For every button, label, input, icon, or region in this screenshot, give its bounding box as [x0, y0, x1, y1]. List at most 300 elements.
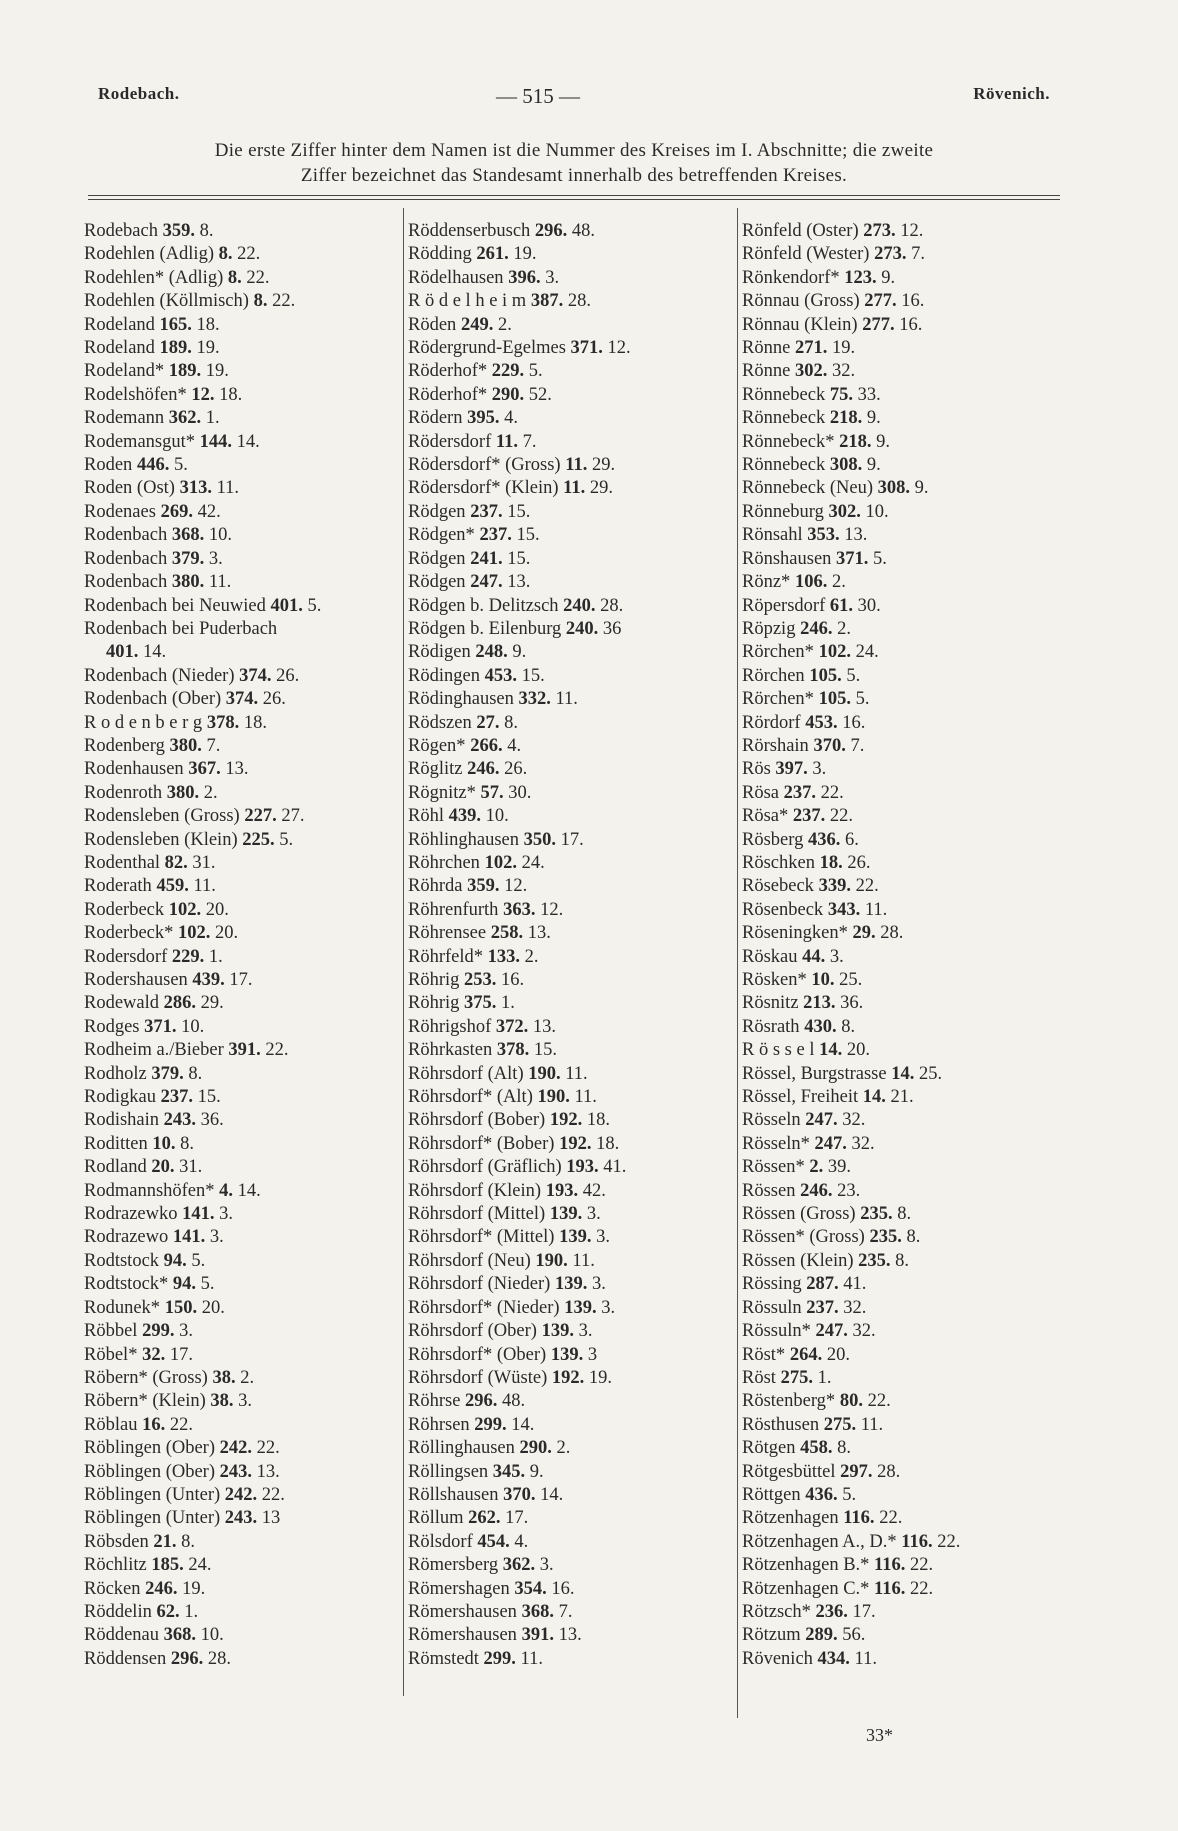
index-entry — [408, 1039, 734, 1062]
place-name: Rönnebeck — [742, 408, 826, 429]
index-entry — [84, 852, 404, 875]
standesamt-number: 6. — [844, 829, 859, 850]
index-entry — [742, 477, 1062, 500]
place-name: Röblingen (Ober) — [84, 1461, 216, 1482]
kreis-number: 287. — [806, 1274, 839, 1295]
index-entry — [408, 524, 734, 547]
index-entry — [84, 360, 404, 383]
standesamt-number: 25. — [839, 970, 863, 990]
standesamt-number: 15. — [516, 525, 540, 546]
kreis-number: 235. — [860, 1204, 893, 1225]
place-name: Rodheim a./Bieber — [84, 1040, 224, 1061]
place-name: Rössen* (Gross) — [742, 1227, 865, 1248]
standesamt-number: 28. — [880, 923, 904, 944]
standesamt-number: 10. — [865, 501, 889, 522]
index-entry — [408, 712, 734, 735]
index-entry — [84, 595, 404, 618]
place-name: Rönshausen — [742, 548, 832, 569]
place-name: Röhrsdorf* (Ober) — [408, 1344, 547, 1365]
place-name: Rörshain — [742, 735, 809, 756]
index-entry — [84, 1484, 404, 1507]
place-name: Rövenich — [742, 1648, 813, 1669]
kreis-number: 75. — [829, 384, 853, 405]
kreis-number: 249. — [460, 314, 494, 335]
standesamt-number: 1. — [817, 1367, 832, 1388]
standesamt-number: 13. — [527, 923, 551, 944]
kreis-number: 16. — [142, 1414, 166, 1435]
place-name: Röskau — [742, 946, 798, 967]
standesamt-number: 28. — [207, 1648, 231, 1669]
standesamt-number: 15. — [197, 1087, 221, 1108]
kreis-number: 246. — [467, 759, 500, 780]
standesamt-number: 22. — [855, 876, 879, 897]
kreis-number: 275. — [823, 1414, 857, 1435]
place-name: Rodebach — [84, 221, 158, 241]
index-entry — [84, 407, 404, 430]
place-name: Rodenaes — [84, 501, 156, 522]
standesamt-number: 32. — [852, 1321, 876, 1342]
place-name: Röhrfeld* — [408, 946, 484, 967]
kreis-number: 105. — [818, 689, 851, 710]
kreis-number: 247. — [815, 1321, 848, 1342]
standesamt-number: 2. — [240, 1367, 255, 1388]
index-entry — [84, 1624, 404, 1647]
index-entry — [742, 337, 1062, 360]
standesamt-number: 11. — [193, 876, 216, 897]
index-entry — [408, 548, 734, 571]
index-entry — [408, 1624, 734, 1647]
standesamt-number: 8. — [199, 221, 214, 241]
kreis-number: 235. — [869, 1227, 902, 1248]
place-name: Röhrchen — [408, 852, 480, 873]
index-entry — [742, 735, 1062, 758]
place-name: Röhrig — [408, 970, 460, 990]
standesamt-number: 9. — [914, 478, 929, 499]
kreis-number: 271. — [794, 338, 828, 359]
place-name: Röhrsdorf* (Alt) — [408, 1087, 533, 1108]
place-name: Römershausen — [408, 1625, 517, 1646]
place-name: Rodemann — [84, 408, 165, 429]
standesamt-number: 20. — [215, 923, 239, 944]
index-entry — [742, 1156, 1062, 1179]
kreis-number: 277. — [864, 291, 897, 312]
standesamt-number: 19. — [196, 338, 220, 359]
kreis-number: 242. — [224, 1484, 258, 1505]
kreis-number: 289. — [805, 1625, 838, 1646]
index-entry — [742, 1531, 1062, 1554]
index-entry — [84, 1133, 404, 1156]
index-entry — [742, 1320, 1062, 1343]
index-entry — [84, 1016, 404, 1039]
standesamt-number: 36. — [200, 1110, 224, 1131]
place-name: Rödgen b. Eilenburg — [408, 618, 562, 639]
index-entry — [84, 431, 404, 454]
place-name: Rösnitz — [742, 993, 799, 1014]
standesamt-number: 2. — [524, 946, 539, 967]
standesamt-number: 22. — [937, 1531, 961, 1552]
standesamt-number: 39. — [827, 1157, 851, 1178]
standesamt-number: 3. — [545, 267, 560, 288]
place-name: Röhrsdorf (Klein) — [408, 1180, 542, 1201]
index-column-2 — [408, 220, 734, 1671]
index-entry — [742, 782, 1062, 805]
kreis-number: 296. — [465, 1391, 498, 1412]
place-name: Rodtstock — [84, 1250, 160, 1271]
standesamt-number: 22. — [867, 1391, 891, 1412]
kreis-number: 190. — [535, 1250, 568, 1271]
index-entry — [84, 1063, 404, 1086]
kreis-number: 11. — [563, 478, 586, 499]
header-rule — [88, 195, 1060, 196]
place-name: Röhrsdorf (Nieder) — [408, 1274, 551, 1295]
index-entry — [84, 665, 404, 688]
standesamt-number: 29. — [589, 478, 614, 499]
kreis-number: 397. — [775, 759, 808, 780]
kreis-number: 332. — [518, 689, 551, 710]
place-name: Röhrsdorf (Ober) — [408, 1321, 537, 1342]
place-name: Rötzenhagen C.* — [742, 1578, 870, 1599]
place-name: Rodehlen (Köllmisch) — [84, 291, 249, 312]
standesamt-number: 9. — [512, 642, 527, 663]
standesamt-number: 18. — [586, 1110, 610, 1131]
index-entry — [742, 1624, 1062, 1647]
place-name: Rödersdorf* (Gross) — [408, 455, 561, 476]
place-name: Rodenhausen — [84, 759, 184, 780]
standesamt-number: 12. — [607, 338, 631, 359]
place-name: Rodenroth — [84, 782, 163, 803]
standesamt-number: 17. — [560, 829, 584, 850]
kreis-number: 165. — [159, 314, 192, 335]
kreis-number: 241. — [470, 548, 503, 569]
standesamt-number: 11. — [864, 899, 888, 920]
place-name: Rössel, Burgstrasse — [742, 1063, 887, 1084]
place-name: Röpzig — [742, 618, 796, 639]
index-entry — [408, 922, 734, 945]
kreis-number: 459. — [156, 876, 189, 897]
kreis-number: 141. — [182, 1204, 215, 1225]
index-entry — [408, 477, 734, 500]
kreis-number: 32. — [142, 1344, 166, 1365]
place-name: Rodunek* — [84, 1297, 161, 1318]
standesamt-number: 3. — [209, 1227, 224, 1248]
index-entry — [742, 1297, 1062, 1320]
kreis-number: 4. — [219, 1180, 234, 1201]
place-name: Roderath — [84, 876, 152, 897]
index-entry — [84, 618, 404, 641]
standesamt-number: 19. — [513, 244, 537, 265]
place-name: Roditten — [84, 1133, 148, 1154]
index-entry — [408, 969, 734, 992]
place-name: Rödelhausen — [408, 267, 504, 288]
kreis-number: 242. — [219, 1438, 253, 1459]
place-name: Rönnau (Gross) — [742, 291, 860, 312]
index-entry — [84, 1531, 404, 1554]
index-entry — [742, 431, 1062, 454]
index-entry — [408, 1180, 734, 1203]
index-entry — [742, 1250, 1062, 1273]
place-name: Roden (Ost) — [84, 478, 175, 499]
index-entry — [408, 314, 734, 337]
standesamt-number: 3. — [539, 1555, 554, 1576]
standesamt-number: 13. — [256, 1461, 280, 1482]
kreis-number: 94. — [172, 1274, 197, 1295]
place-name: Rödgen* — [408, 525, 475, 546]
place-name: Rodtstock* — [84, 1274, 169, 1295]
standesamt-number: 15. — [507, 548, 531, 569]
kreis-number: 453. — [484, 665, 517, 686]
standesamt-number: 42. — [197, 501, 221, 522]
place-name: Roderbeck — [84, 899, 165, 920]
place-name: Rönsahl — [742, 525, 803, 546]
standesamt-number: 9. — [876, 431, 890, 452]
standesamt-number: 18. — [596, 1133, 620, 1154]
standesamt-number: 27. — [281, 806, 305, 827]
standesamt-number: 18. — [219, 384, 243, 405]
place-name: Rötgen — [742, 1438, 796, 1459]
kreis-number: 193. — [545, 1180, 579, 1201]
standesamt-number: 3. — [601, 1297, 616, 1318]
standesamt-number: 23. — [837, 1180, 861, 1201]
place-name: Rönnebeck* — [742, 431, 835, 452]
standesamt-number: 12. — [504, 876, 528, 897]
place-name: Rösberg — [742, 829, 804, 850]
place-name: Röbern* (Gross) — [84, 1367, 208, 1388]
place-name: Röden — [408, 314, 457, 335]
index-entry — [742, 758, 1062, 781]
standesamt-number: 7. — [558, 1601, 573, 1622]
index-entry — [408, 1133, 734, 1156]
kreis-number: 439. — [192, 970, 225, 990]
index-entry — [84, 267, 404, 290]
index-entry — [408, 407, 734, 430]
index-entry — [742, 290, 1062, 313]
standesamt-number: 3. — [829, 946, 844, 967]
standesamt-number: 13. — [532, 1016, 556, 1037]
place-name: Röbbel — [84, 1321, 138, 1342]
standesamt-number: 22. — [829, 806, 853, 827]
header-first-entry: Rodebach. — [98, 84, 180, 103]
standesamt-number: 15. — [533, 1040, 558, 1061]
index-entry — [742, 524, 1062, 547]
standesamt-number: 26. — [847, 852, 871, 873]
kreis-number: 61. — [829, 595, 853, 616]
standesamt-number: 5. — [842, 1484, 857, 1505]
header-last-entry: Rövenich. — [973, 84, 1050, 103]
kreis-number: 302. — [794, 361, 828, 382]
standesamt-number: 15. — [521, 665, 545, 686]
intro-line-2: Ziffer bezeichnet das Standesamt innerhalb des betreffenden Kreises. — [300, 165, 848, 186]
place-name: Rötzenhagen B.* — [742, 1555, 870, 1576]
index-entry — [408, 431, 734, 454]
kreis-number: 229. — [491, 361, 525, 382]
index-entry — [84, 782, 404, 805]
place-name: Rodenthal — [84, 852, 161, 873]
index-entry — [742, 595, 1062, 618]
standesamt-number: 17. — [852, 1601, 876, 1622]
place-name: Rodenbach — [84, 525, 168, 546]
standesamt-number: 3 — [587, 1344, 598, 1365]
index-entry — [742, 875, 1062, 898]
kreis-number: 189. — [168, 361, 202, 382]
kreis-number: 14. — [862, 1087, 886, 1108]
place-name: Röblingen (Unter) — [84, 1484, 221, 1505]
index-entry — [742, 1390, 1062, 1413]
kreis-number: 192. — [549, 1110, 583, 1131]
standesamt-number: 29. — [591, 455, 616, 476]
standesamt-number: 13. — [225, 759, 249, 780]
kreis-number: 10. — [811, 970, 835, 990]
kreis-number: 277. — [862, 314, 895, 335]
index-entry — [408, 829, 734, 852]
index-entry — [84, 1344, 404, 1367]
index-entry — [84, 524, 404, 547]
kreis-number: 8. — [227, 267, 242, 288]
kreis-number: 193. — [566, 1157, 599, 1178]
kreis-number: 396. — [508, 267, 541, 288]
standesamt-number: 20. — [201, 1297, 225, 1318]
place-name: Römershausen — [408, 1601, 517, 1622]
standesamt-number: 56. — [842, 1625, 866, 1646]
kreis-number: 190. — [537, 1087, 570, 1108]
place-name: Rötgesbüttel — [742, 1461, 836, 1482]
standesamt-number: 18. — [243, 712, 267, 733]
index-entry — [84, 1461, 404, 1484]
kreis-number: 237. — [160, 1087, 193, 1108]
index-entry — [742, 407, 1062, 430]
place-name: Röhrkasten — [408, 1040, 493, 1061]
standesamt-number: 3. — [219, 1204, 233, 1225]
standesamt-number: 41. — [603, 1157, 627, 1178]
kreis-number: 454. — [477, 1531, 510, 1552]
standesamt-number: 1. — [184, 1601, 199, 1622]
place-name: Rodershausen — [84, 970, 188, 990]
standesamt-number: 17. — [169, 1344, 193, 1365]
index-entry — [742, 1554, 1062, 1577]
index-entry — [408, 1273, 734, 1296]
kreis-number: 345. — [492, 1461, 526, 1482]
standesamt-number: 9. — [529, 1461, 544, 1482]
place-name: Röpersdorf — [742, 595, 826, 616]
standesamt-number: 12. — [540, 899, 564, 920]
standesamt-number: 11. — [208, 572, 232, 593]
standesamt-number: 22. — [256, 1438, 280, 1459]
index-entry — [742, 1063, 1062, 1086]
place-name: Röddenau — [84, 1625, 160, 1646]
standesamt-number: 28. — [877, 1461, 901, 1482]
standesamt-number: 2. — [203, 782, 218, 803]
index-entry — [84, 290, 404, 313]
kreis-number: 243. — [224, 1508, 258, 1529]
kreis-number: 313. — [179, 478, 212, 499]
place-name: Röhrsdorf (Neu) — [408, 1250, 531, 1271]
index-entry — [408, 1226, 734, 1249]
standesamt-number: 36. — [840, 993, 864, 1014]
place-name: Rösenbeck — [742, 899, 824, 920]
kreis-number: 225. — [242, 829, 275, 850]
kreis-number: 218. — [829, 408, 863, 429]
kreis-number: 371. — [836, 548, 869, 569]
place-name: R o d e n b e r g — [84, 712, 203, 733]
index-entry — [742, 1344, 1062, 1367]
kreis-number: 243. — [219, 1461, 253, 1482]
place-name: Röderhof* — [408, 361, 488, 382]
place-name: Rörchen* — [742, 642, 814, 663]
kreis-number: 430. — [804, 1016, 837, 1037]
standesamt-number: 18. — [196, 314, 220, 335]
place-name: Rodigkau — [84, 1087, 156, 1108]
kreis-number: 363. — [503, 899, 536, 920]
index-entry — [408, 243, 734, 266]
index-entry — [742, 665, 1062, 688]
index-entry — [742, 712, 1062, 735]
place-name: Rönfeld (Wester) — [742, 244, 870, 265]
standesamt-number: 11. — [520, 1648, 543, 1669]
kreis-number: 290. — [491, 384, 525, 405]
standesamt-number: 31. — [192, 852, 216, 873]
kreis-number: 395. — [467, 408, 500, 429]
place-name: Rössing — [742, 1274, 802, 1295]
index-entry — [742, 618, 1062, 641]
standesamt-number: 22. — [910, 1555, 934, 1576]
kreis-number: 102. — [168, 899, 202, 920]
index-entry — [742, 805, 1062, 828]
place-name: Rönnau (Klein) — [742, 314, 858, 335]
place-name: Rodenbach bei Neuwied — [84, 595, 266, 616]
kreis-number: 133. — [487, 946, 521, 967]
kreis-number: 144. — [199, 431, 232, 452]
index-entry — [742, 688, 1062, 711]
kreis-number: 139. — [541, 1321, 574, 1342]
kreis-number: 11. — [565, 455, 588, 476]
index-entry — [408, 665, 734, 688]
kreis-number: 359. — [162, 221, 195, 241]
standesamt-number: 5. — [279, 829, 294, 850]
index-entry — [84, 454, 404, 477]
kreis-number: 12. — [191, 384, 215, 405]
place-name: Rodenberg — [84, 735, 165, 756]
place-name: Rösseln* — [742, 1133, 810, 1154]
place-name: Röddelin — [84, 1601, 152, 1622]
kreis-number: 262. — [468, 1508, 501, 1529]
kreis-number: 8. — [218, 244, 233, 265]
kreis-number: 11. — [495, 431, 518, 452]
standesamt-number: 8. — [188, 1063, 203, 1084]
place-name: Röhrsdorf (Mittel) — [408, 1204, 546, 1225]
index-entry — [84, 641, 404, 664]
standesamt-number: 2. — [831, 572, 846, 593]
kreis-number: 446. — [136, 455, 170, 476]
index-entry — [408, 360, 734, 383]
kreis-number: 296. — [534, 221, 568, 241]
place-name: Röhrsdorf* (Nieder) — [408, 1297, 560, 1318]
index-entry — [408, 899, 734, 922]
index-entry — [84, 384, 404, 407]
standesamt-number: 11. — [216, 478, 240, 499]
standesamt-number: 9. — [866, 455, 881, 476]
standesamt-number: 3. — [238, 1391, 253, 1412]
index-entry — [84, 1273, 404, 1296]
standesamt-number: 5. — [873, 548, 887, 569]
kreis-number: 38. — [210, 1391, 234, 1412]
standesamt-number: 12. — [900, 221, 924, 241]
standesamt-number: 10. — [181, 1016, 205, 1037]
index-entry — [742, 1601, 1062, 1624]
standesamt-number: 16. — [551, 1578, 575, 1599]
kreis-number: 192. — [551, 1367, 585, 1388]
kreis-number: 286. — [163, 993, 197, 1014]
place-name: Röhrig — [408, 993, 460, 1014]
kreis-number: 458. — [800, 1438, 833, 1459]
